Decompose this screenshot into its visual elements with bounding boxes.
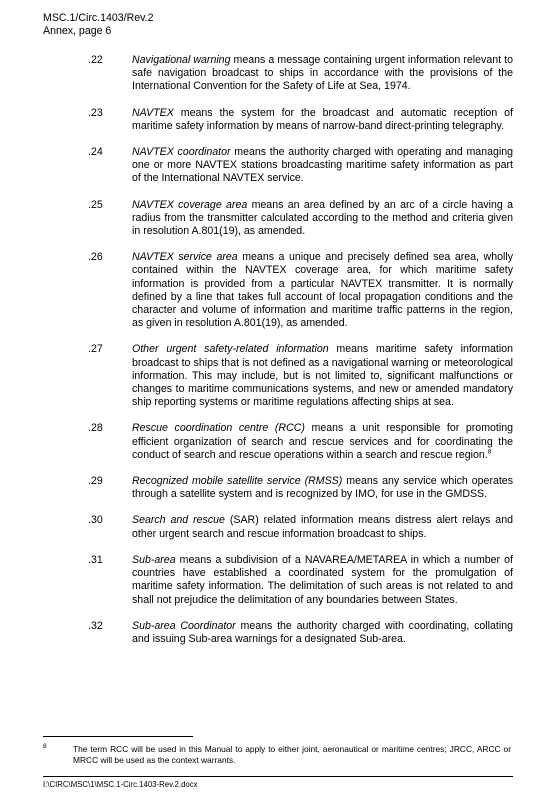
definition-item [88, 620, 513, 646]
footnote-text: The term RCC will be used in this Manual to apply to either joint, aeronautical or maritime centres; JRCC, ARCC or MRCC will be used as the context warrants. [73, 744, 511, 765]
definition-item [88, 343, 513, 409]
definition-number: .29 [88, 475, 103, 488]
definition-term: Sub-area [132, 553, 176, 566]
definition-item [88, 554, 513, 607]
definition-text: means the authority charged with operating and managing one or more NAVTEX stations broadcasting maritime safety information as part of the International NAVTEX service. [132, 146, 513, 185]
definition-term: Search and rescue [132, 514, 225, 527]
definition-text: means a unit responsible for promoting efficient organization of search and rescue services and for coordinating the conduct of search and rescue operations within a search and rescue region. [132, 422, 513, 461]
definition-item [88, 251, 513, 330]
definition-number: .30 [88, 514, 103, 527]
definition-text: (SAR) related information means distress alert relays and other urgent search and rescue information broadcast to ships. [132, 514, 513, 540]
definition-term: NAVTEX [132, 106, 174, 119]
definition-number: .26 [88, 251, 103, 264]
definition-number: .24 [88, 146, 103, 159]
footer-separator [43, 776, 513, 777]
footnote-reference[interactable]: 8 [487, 448, 492, 456]
definition-number: .23 [88, 106, 103, 119]
footnote-number: 8 [43, 743, 47, 750]
definition-term: Other urgent safety-related information [132, 343, 329, 356]
definition-item [88, 475, 513, 501]
definition-number: .28 [88, 422, 103, 435]
definition-item [88, 107, 513, 133]
definition-text: means any service which operates through a satellite system and is recognized by IMO, for use in the GMDSS. [132, 475, 513, 501]
definition-item [88, 422, 513, 462]
definition-number: .32 [88, 619, 103, 632]
definition-text: means maritime safety information broadcast to ships that is not defined as a navigational warning or meteorological information. This may include, but is not limited to, significant malfunctions or changes to maritime communications systems, and new or amended mandatory ship reporting systems or maritime regulations affecting ships at sea. [132, 343, 513, 409]
page-reference: Annex, page 6 [43, 24, 112, 37]
definition-item [88, 146, 513, 186]
definition-text: means a message containing urgent information relevant to safe navigation broadcast to ships in accordance with the provisions of the International Convention for the Safety of Life at Sea, 1974. [132, 54, 513, 93]
definition-term: Recognized mobile satellite service (RMSS) [132, 475, 343, 488]
definition-term: Navigational warning [132, 54, 231, 66]
definition-term: Rescue coordination centre (RCC) [132, 422, 305, 435]
definition-term: NAVTEX coordinator [132, 146, 231, 159]
definition-term: NAVTEX coverage area [132, 198, 248, 211]
definition-text: means the authority charged with coordinating, collating and issuing Sub-area warnings for a designated Sub-area. [132, 619, 513, 645]
definition-term: Sub-area Coordinator [132, 619, 236, 632]
definition-item [88, 514, 513, 540]
definition-text: means an area defined by an arc of a circle having a radius from the transmitter calculated according to the method and criteria given in resolution A.801(19), as amended. [132, 198, 513, 238]
definitions-list [88, 54, 513, 659]
definition-number: .22 [88, 54, 103, 66]
footer-file-path: I:\CIRC\MSC\1\MSC.1-Circ.1403-Rev.2.docx [43, 780, 198, 789]
definition-number: .25 [88, 198, 103, 211]
footnote [43, 744, 511, 765]
definition-number: .27 [88, 343, 103, 356]
definition-number: .31 [88, 553, 103, 566]
definition-item [88, 199, 513, 239]
definition-text: means a unique and precisely defined sea area, wholly contained within the NAVTEX coverage area, for which maritime safety information is provided from a particular NAVTEX transmitter. It is normally defined by a line that takes full account of local propagation conditions and the character and volume of information and maritime traffic patterns in the region, as given in resolution A.801(19), as amended. [132, 251, 513, 330]
definition-text: means a subdivision of a NAVAREA/METAREA in which a number of countries have established a coordinated system for the promulgation of maritime safety information. The delimitation of such areas is not related to and shall not prejudice the delimitation of any boundaries between States. [132, 553, 513, 606]
definition-text: means the system for the broadcast and automatic reception of maritime safety information by means of narrow-band direct-printing telegraphy. [132, 106, 513, 132]
definition-item [88, 54, 513, 94]
definition-term: NAVTEX service area [132, 251, 238, 264]
footnote-separator [43, 736, 193, 737]
page-header [43, 12, 154, 37]
document-reference: MSC.1/Circ.1403/Rev.2 [43, 12, 154, 24]
